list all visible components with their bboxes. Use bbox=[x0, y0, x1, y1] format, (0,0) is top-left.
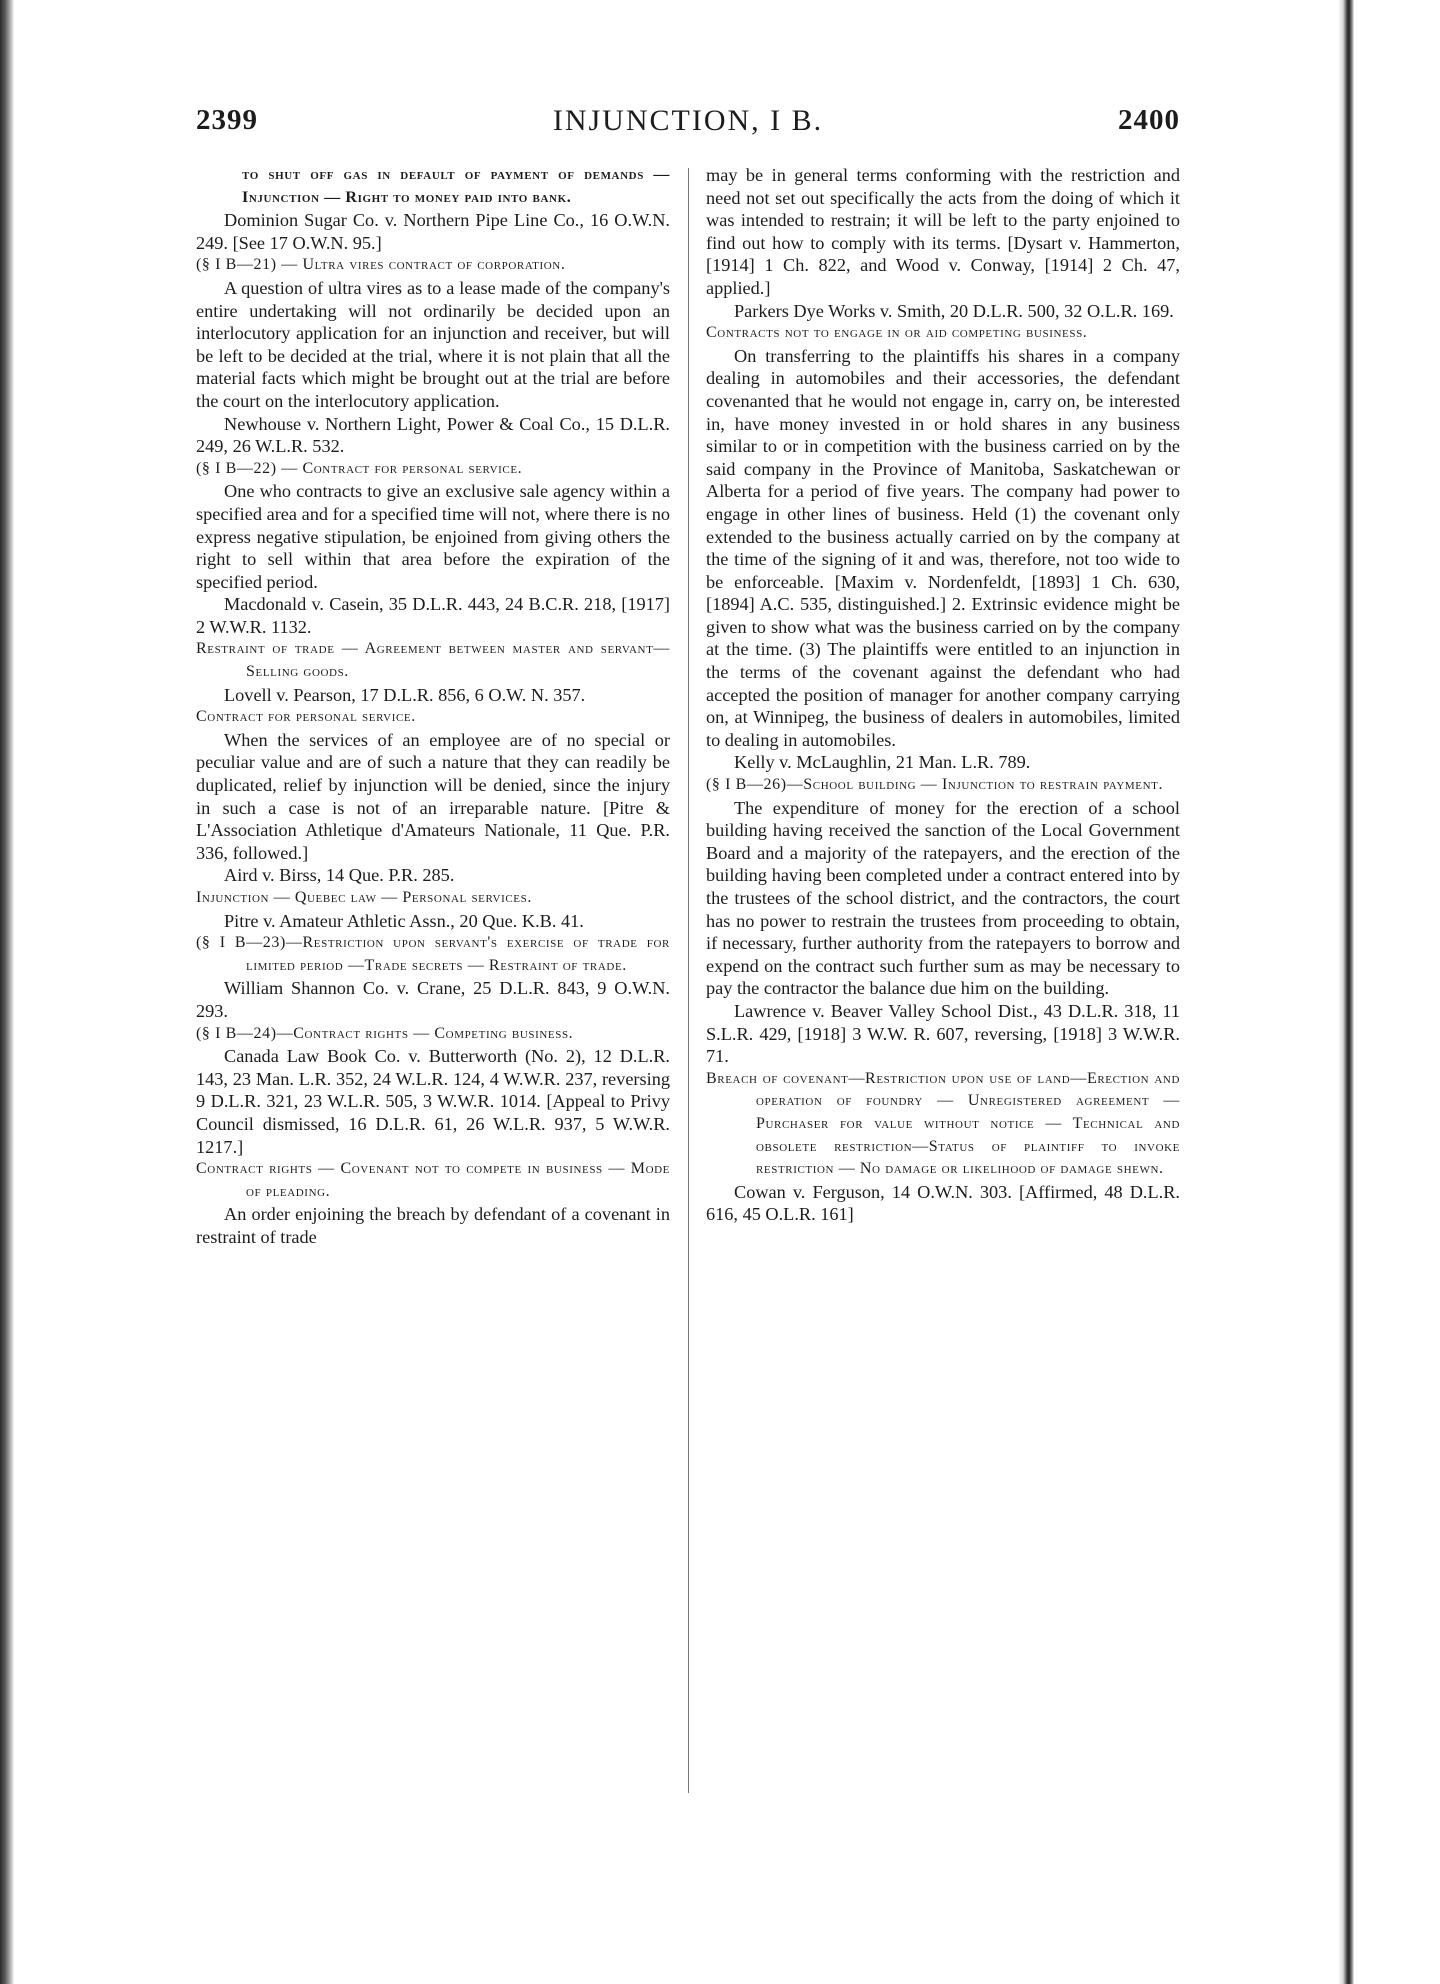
section-heading: (§ I B—24)—Contract rights — Competing business. bbox=[196, 1024, 574, 1042]
case-citation: Dominion Sugar Co. v. Northern Pipe Line Co., 16 O.W.N. 249. [See 17 O.W.N. 95.] bbox=[196, 210, 670, 253]
case-citation: Parkers Dye Works v. Smith, 20 D.L.R. 500, 32 O.L.R. 169. bbox=[734, 300, 1174, 321]
section-heading: (§ I B—22) — Contract for personal service. bbox=[196, 459, 523, 477]
page-header bbox=[196, 104, 1180, 144]
paragraph: A question of ultra vires as to a lease made of the company's entire undertaking will not ordinarily be decided upon an interlocutory application for an injunction and receiver, but will be left to be decided at the trial, where it is not plain that all the material facts which might be brought out at the trial are before the court on the interlocutory application. bbox=[196, 277, 670, 411]
paragraph: The expenditure of money for the erection of a school building having received the sanction of the Local Government Board and a majority of the ratepayers, and the erection of the building having been completed under a contract entered into by the trustees of the school district, and the contractors, the court has no power to restrain the trustees from proceeding to obtain, if necessary, further authority from the ratepayers to borrow and expend on the contract such further sum as may be necessary to pay the contractor the balance due him on the building. bbox=[706, 797, 1180, 999]
paragraph: An order enjoining the breach by defendant of a covenant in restraint of trade bbox=[196, 1204, 670, 1247]
case-citation: Newhouse v. Northern Light, Power & Coal Co., 15 D.L.R. 249, 26 W.L.R. 532. bbox=[196, 413, 670, 457]
paragraph: One who contracts to give an exclusive sale agency within a specified area and for a specified time will not, where there is no express negative stipulation, be enjoined from giving others the right to sell within that area before the expiration of the specified period. bbox=[196, 481, 670, 592]
book-binding-shadow bbox=[0, 0, 14, 1984]
section-heading: Breach of covenant—Restriction upon use of land—Erection and operation of foundry — Unregistered agreement — Purchaser for value without notice — Technical and obsolete restriction—Status of plaintiff to invoke restriction — No damage or likelihood of damage shewn. bbox=[706, 1069, 1180, 1178]
left-column bbox=[196, 164, 670, 1249]
case-citation: Aird v. Birss, 14 Que. P.R. 285. bbox=[224, 865, 455, 886]
case-citation: Canada Law Book Co. v. Butterworth (No. 2), 12 D.L.R. 143, 23 Man. L.R. 352, 24 W.L.R. 124, 4 W.W.R. 237, reversing 9 D.L.R. 321, 23 W.L.R. 505, 3 W.W.R. 1014. [Appeal to Privy Council dismissed, 16 D.L.R. 61, 26 W.L.R. 937, 5 W.W.R. 1217.] bbox=[196, 1046, 670, 1157]
case-citation: Lawrence v. Beaver Valley School Dist., 43 D.L.R. 318, 11 S.L.R. 429, [1918] 3 W.W. R. 607, reversing, [1918] 3 W.W.R. 71. bbox=[706, 1000, 1180, 1067]
paragraph: When the services of an employee are of no special or peculiar value and are of such a nature that they can readily be duplicated, relief by injunction will be denied, since the injury in such a case is not of an irreparable nature. [Pitre & L'Association Athletique d'Amateurs Nationale, 11 Que. P.R. 336, followed.] bbox=[196, 729, 670, 863]
section-heading: to shut off gas in default of payment of demands — Injunction — Right to money paid into bank. bbox=[242, 166, 670, 206]
section-heading: Contract rights — Covenant not to compete in business — Mode of pleading. bbox=[196, 1160, 670, 1200]
right-column bbox=[706, 164, 1180, 1226]
section-heading: (§ I B—21) — Ultra vires contract of corporation. bbox=[196, 256, 566, 274]
page-edge-shadow bbox=[1338, 0, 1354, 1984]
paragraph-continued: may be in general terms conforming with the restriction and need not set out specifically the acts from the doing of which it was intended to restrain; it will be left to the party enjoined to find out how to comply with its terms. [Dysart v. Hammerton, [1914] 1 Ch. 822, and Wood v. Conway, [1914] 2 Ch. 47, applied.] bbox=[706, 165, 1180, 298]
section-heading: (§ I B—23)—Restriction upon servant's exercise of trade for limited period —Trade secrets — Restraint of trade. bbox=[196, 934, 670, 974]
case-citation: Macdonald v. Casein, 35 D.L.R. 443, 24 B.C.R. 218, [1917] 2 W.W.R. 1132. bbox=[196, 594, 670, 637]
case-citation: Kelly v. McLaughlin, 21 Man. L.R. 789. bbox=[734, 752, 1031, 773]
page-number-left: 2399 bbox=[196, 104, 258, 136]
case-citation: Pitre v. Amateur Athletic Assn., 20 Que. K.B. 41. bbox=[224, 910, 584, 931]
section-heading: Contract for personal service. bbox=[196, 708, 416, 726]
paragraph: On transferring to the plaintiffs his shares in a company dealing in automobiles and their accessories, the defendant covenanted that he would not engage in, carry on, be interested in, have money invested in or hold shares in any business similar to or in competition with the business carried on by the said company in the Province of Manitoba, Saskatchewan or Alberta for a period of five years. The company had power to engage in other lines of business. Held (1) the covenant only extended to the business actually carried on by the company at the time of the signing of it and was, therefore, not too wide to be enforceable. [Maxim v. Nordenfeldt, [1893] 1 Ch. 630, [1894] A.C. 535, distinguished.] 2. Extrinsic evidence might be given to show what was the business carried on by the company at the time. (3) The plaintiffs were entitled to an injunction in the terms of the covenant against the defendant who had accepted the position of manager for another company carrying on, at Winnipeg, the business of dealers in automobiles, limited to dealing in automobiles. bbox=[706, 345, 1180, 750]
case-citation: Cowan v. Ferguson, 14 O.W.N. 303. [Affirmed, 48 D.L.R. 616, 45 O.L.R. 161] bbox=[706, 1181, 1180, 1225]
section-heading: (§ I B—26)—School building — Injunction to restrain payment. bbox=[706, 776, 1164, 794]
section-heading: Injunction — Quebec law — Personal services. bbox=[196, 889, 532, 906]
running-title: INJUNCTION, I B. bbox=[552, 104, 824, 137]
section-heading: Restraint of trade — Agreement between master and servant—Selling goods. bbox=[196, 640, 670, 681]
case-citation: William Shannon Co. v. Crane, 25 D.L.R. 843, 9 O.W.N. 293. bbox=[196, 978, 670, 1021]
page-number-right: 2400 bbox=[1118, 104, 1180, 136]
case-citation: Lovell v. Pearson, 17 D.L.R. 856, 6 O.W. N. 357. bbox=[224, 684, 586, 705]
column-divider bbox=[688, 168, 689, 1793]
section-heading: Contracts not to engage in or aid competing business. bbox=[706, 324, 1088, 342]
